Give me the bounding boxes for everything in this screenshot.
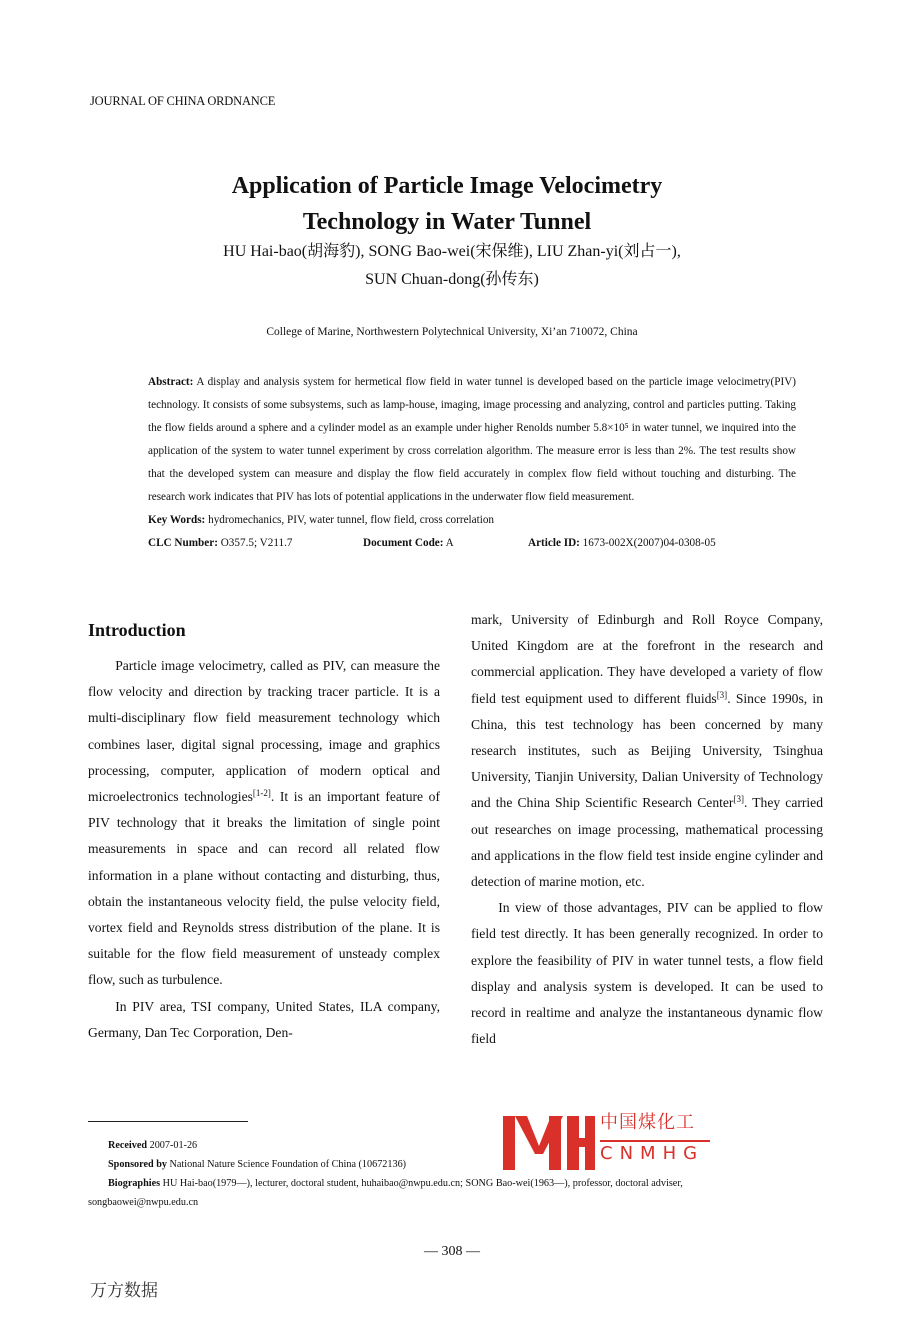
abstract-text: A display and analysis system for hermetical flow field in water tunnel is developed based on the particle image velocimetry(PIV) technology. It consists of some subsystems, such as lamp-house, imaging, image processing and analyzing, control and particles putting. Taking the flow fields around a sphere and a cylinder model as an example under higher Renolds number 5.8×10⁵ in water tunnel, we inquired into the application of the system to water tunnel experiment by cross correlation algorithm. The measure error is less than 2%. The test results show that the developed system can measure and display the flow field accurately in complex flow field without touching and disturbing. The research work indicates that PIV has lots of potential applications in the underwater flow field measurement.: [148, 376, 796, 503]
affiliation: College of Marine, Northwestern Polytechnical University, Xi’an 710072, China: [266, 326, 638, 338]
source-mark: 万方数据: [90, 1281, 158, 1301]
article-id-value: 1673-002X(2007)04-0308-05: [579, 537, 716, 549]
left-column: [88, 617, 440, 1046]
citation: [3]: [716, 689, 728, 700]
sponsor-label: Sponsored by: [108, 1159, 167, 1170]
citation: [3]: [733, 794, 744, 805]
authors-line-2: SUN Chuan-dong(孙传东): [365, 271, 539, 288]
received-label: Received: [108, 1140, 148, 1151]
doc-code-label: Document Code:: [363, 537, 444, 549]
journal-name: JOURNAL OF CHINA ORDNANCE: [90, 94, 276, 108]
authors: [0, 238, 904, 294]
biography-label: Biographies: [108, 1178, 161, 1189]
author-email[interactable]: songbaowei@nwpu.edu.cn: [88, 1197, 199, 1208]
article-id: [528, 532, 716, 555]
abstract-block: [148, 371, 796, 555]
biography-text: HU Hai-bao(1979—), lecturer, doctoral student, huhaibao@nwpu.edu.cn; SONG Bao-wei(1963—), professor, doctoral adviser,: [160, 1178, 683, 1189]
title-line-2: Technology in Water Tunnel: [302, 209, 592, 235]
authors-line-1: HU Hai-bao(胡海豹), SONG Bao-wei(宋保维), LIU Zhan-yi(刘占一),: [223, 243, 681, 260]
paragraph-text: Particle image velocimetry, called as PIV, can measure the flow velocity and direction by tracking tracer particle. It is a multi-disciplinary flow field measurement technology which combines laser, digital signal processing, image and graphics processing, computer, application of modern optical and microelectronics technologies: [88, 658, 440, 805]
biography-note: [108, 1174, 828, 1193]
doc-code-value: A: [443, 537, 454, 549]
keywords: [148, 509, 796, 532]
paragraph-text: . It is an important feature of PIV technology that it breaks the limitation of single point measurements in space and can record all related flow information in a plane without contacting and disturbing, thus, obtain the instantaneous velocity field, the pulse velocity field, vortex field and Reynolds stress distribution of the plane. It is suitable for the flow field measurement of unsteady complex flow, such as turbulence.: [88, 789, 440, 988]
classification-row: [148, 532, 796, 555]
paragraph-text: . They carried out researches on image processing, mathematical processing and applications in the flow field test inside engine cylinder and detection of marine motion, etc.: [471, 795, 824, 890]
title-line-1: Application of Particle Image Velocimetry: [231, 173, 663, 199]
sponsor-text: National Nature Science Foundation of China (10672136): [166, 1159, 407, 1170]
paragraph: In PIV area, TSI company, United States, ILA company, Germany, Dan Tec Corporation, Den-: [88, 998, 440, 1040]
paragraph-text: mark, University of Edinburgh and Roll Royce Company, United Kingdom are at the forefront in the research and commercial application. They have developed a variety of flow field test equipment used to different fluids: [471, 612, 823, 706]
citation: [1-2]: [252, 788, 271, 799]
received-date: 2007-01-26: [147, 1140, 198, 1151]
watermark-cn: 中国煤化工: [600, 1112, 695, 1133]
page-number: — 308 —: [424, 1244, 480, 1259]
watermark-en: CNMHG: [600, 1143, 705, 1164]
footnote-divider: [88, 1121, 248, 1122]
article-id-label: Article ID:: [528, 537, 580, 549]
received-note: [108, 1136, 828, 1155]
abstract: [148, 371, 796, 509]
paragraph-text: . Since 1990s, in China, this test technology has been concerned by many research institutes, such as Beijing University, Tsinghua University, Tianjin University, Dalian University of Technology and the China Ship Scientific Research Center: [471, 690, 823, 811]
paragraph: [471, 607, 823, 895]
section-heading: Introduction: [88, 620, 186, 640]
keywords-text: hydromechanics, PIV, water tunnel, flow field, cross correlation: [205, 514, 495, 526]
footnotes: [88, 1136, 828, 1212]
sponsor-note: [108, 1155, 828, 1174]
abstract-label: Abstract:: [148, 376, 194, 388]
paper-title: [0, 168, 904, 240]
document-code: [363, 532, 528, 555]
paragraph: [88, 653, 440, 994]
right-column: [471, 607, 823, 1052]
clc-value: O357.5; V211.7: [217, 537, 293, 549]
clc-number: [148, 532, 363, 555]
keywords-label: Key Words:: [148, 514, 206, 526]
paragraph: In view of those advantages, PIV can be applied to flow field test directly. It has been generally recognized. In order to explore the feasibility of PIV in water tunnel tests, a flow field display and analysis system is developed. It can be used to record in realtime and analyze the instantaneous dynamic flow field: [471, 900, 823, 1047]
clc-label: CLC Number:: [148, 537, 218, 549]
